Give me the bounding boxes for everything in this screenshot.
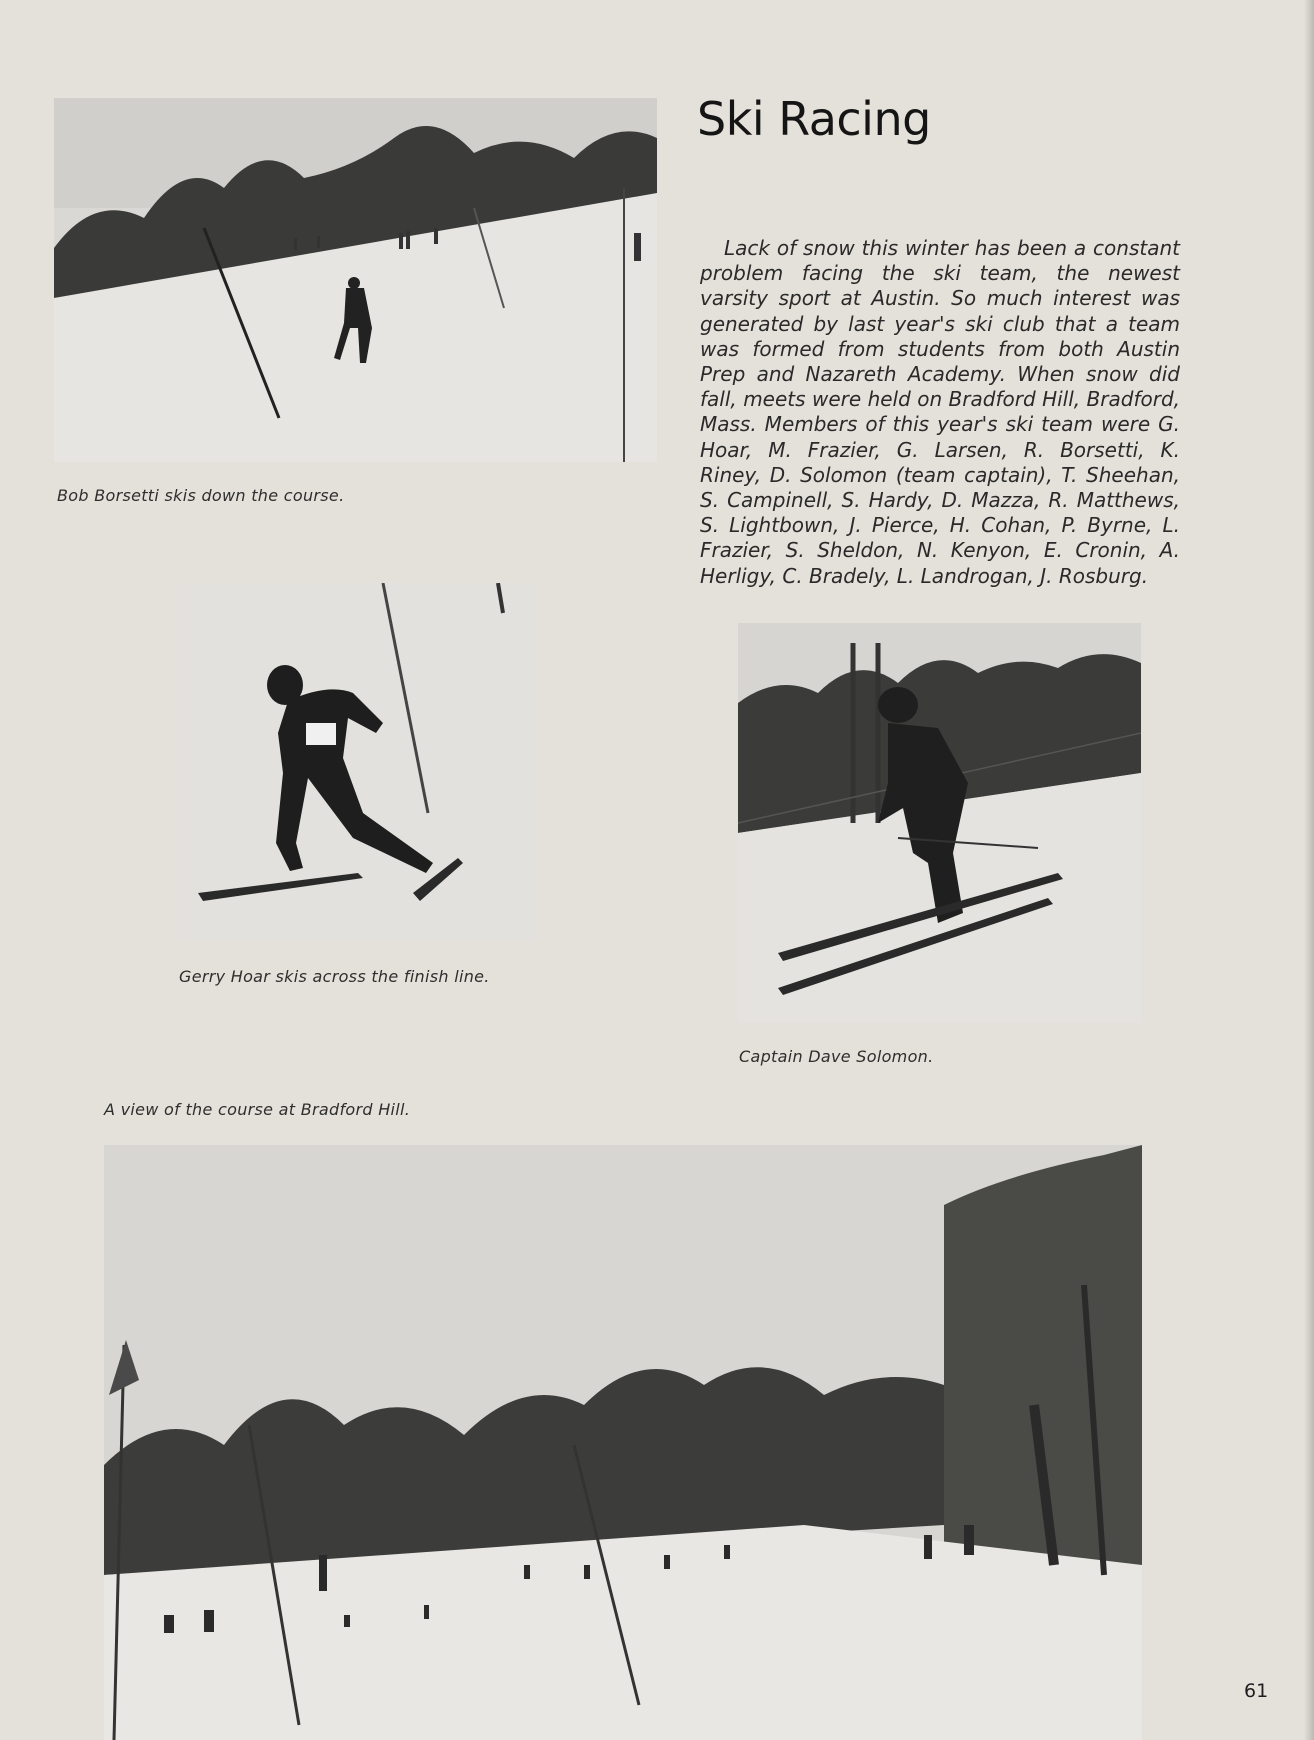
photo-solomon (738, 623, 1141, 1023)
photo-course-image (104, 1145, 1142, 1740)
photo-hoar-image (178, 583, 538, 941)
page-edge-shadow (1304, 0, 1314, 1740)
page-number: 61 (1244, 1680, 1269, 1702)
photo-borsetti-image (54, 98, 657, 462)
photo-hoar (178, 583, 538, 941)
photo-solomon-image (738, 623, 1141, 1023)
photo-hoar-caption: Gerry Hoar skis across the finish line. (179, 967, 490, 986)
page-title: Ski Racing (697, 92, 931, 146)
photo-borsetti (54, 98, 657, 462)
article-body: Lack of snow this winter has been a constant problem facing the ski team, the newest varsity sport at Austin. So much interest was generated by last year's ski club that a team was formed from students from both Austin Prep and Nazareth Academy. When snow did fall, meets were held on Bradford Hill, Bradford, Mass. Members of this year's ski team were G. Hoar, M. Frazier, G. Larsen, R. Borsetti, K. Riney, D. Solomon (team captain), T. Sheehan, S. Campinell, S. Hardy, D. Mazza, R. Matthews, S. Lightbown, J. Pierce, H. Cohan, P. Byrne, L. Frazier, S. Sheldon, N. Kenyon, E. Cronin, A. Herligy, C. Bradely, L. Landrogan, J. Rosburg. (700, 236, 1180, 588)
photo-course-caption: A view of the course at Bradford Hill. (104, 1100, 411, 1119)
photo-borsetti-caption: Bob Borsetti skis down the course. (57, 486, 345, 505)
photo-course (104, 1145, 1142, 1740)
photo-solomon-caption: Captain Dave Solomon. (739, 1047, 934, 1066)
